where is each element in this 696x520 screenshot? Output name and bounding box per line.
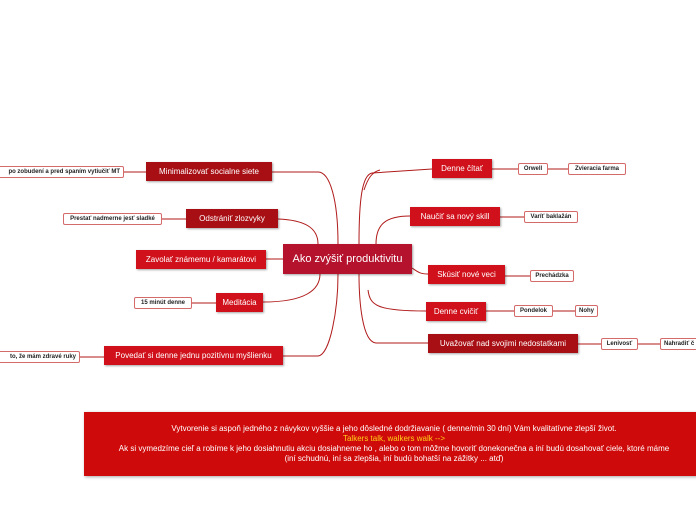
sub-po-zobudeni[interactable]: po zobudení a pred spaním vytiučiť MT [0, 166, 124, 178]
link-right-lower [359, 274, 428, 343]
note-line-3: Ak si vymedzíme cieľ a robíme k jeho dosiahnutiu akciu dosiahneme ho , alebo o tom môžme hovoriť donekonečna a iní budú dosahovať ciele, ktoré máme [118, 444, 670, 453]
branch-povedat-si-pozitivnu-myslienku[interactable]: Povedať si denne jednu pozitívnu myšlienku [104, 346, 283, 365]
link-denne-cvicit [368, 290, 426, 311]
branch-odstranit-zlozvyky[interactable]: Odstrániť zlozvyky [186, 209, 278, 228]
sub-prestat-jest-sladke[interactable]: Prestať nadmerne jesť sladké [63, 213, 162, 225]
branch-minimalizovat-socialne-siete[interactable]: Minimalizovať socialne siete [146, 162, 272, 181]
note-line-2: Talkers talk, walkers walk --> [342, 434, 446, 443]
sub-zdrave-ruky[interactable]: to, že mám zdravé ruky [0, 351, 80, 363]
sub-varit-baklazan[interactable]: Varíť baklažán [524, 211, 578, 223]
sub-nahradit[interactable]: Nahradiť č [660, 338, 696, 350]
central-topic[interactable]: Ako zvýšiť produktivitu [283, 244, 412, 274]
note-panel [84, 412, 696, 476]
link-naucit-sa [376, 216, 410, 244]
sub-prechadzka[interactable]: Prechádzka [530, 270, 574, 282]
branch-denne-cvicit[interactable]: Denne cvičiť [426, 302, 486, 321]
link-left-lower [283, 274, 338, 356]
link-meditacia [263, 274, 320, 302]
sub-nohy[interactable]: Nohy [575, 305, 598, 317]
sub-lenivost[interactable]: Lenivosť [601, 338, 638, 350]
branch-denne-citat[interactable]: Denne čítať [432, 159, 492, 178]
link-skusit [412, 268, 428, 274]
sub-orwell[interactable]: Orwell [518, 163, 548, 175]
sub-15-minut-denne[interactable]: 15 minút denne [134, 297, 192, 309]
note-line-4: (iní schudnú, iní sa zlepšia, iní budú bohatší na zážitky ... atď) [284, 454, 504, 463]
note-line-1: Vytvorenie si aspoň jedného z návykov vyššie a jeho dôsledné dodržiavanie ( denne/min 30 dní) Vám kvalitatívne zlepší život. [171, 424, 617, 433]
link-left-trunk [272, 172, 338, 244]
sub-pondelok[interactable]: Pondelok [514, 305, 553, 317]
sub-zvieracia-farma[interactable]: Zvieracia farma [568, 163, 626, 175]
branch-uvazovat-nad-nedostatkami[interactable]: Uvažovať nad svojimi nedostatkami [428, 334, 578, 353]
branch-skusit-nove-veci[interactable]: Skúsiť nové veci [428, 265, 505, 284]
link-odstranit [278, 219, 318, 244]
branch-zavolat-znamemu[interactable]: Zavolať známemu / kamarátovi [136, 250, 266, 269]
branch-meditacia[interactable]: Meditácia [216, 293, 263, 312]
branch-naucit-sa-novy-skill[interactable]: Naučiť sa nový skill [410, 207, 500, 226]
